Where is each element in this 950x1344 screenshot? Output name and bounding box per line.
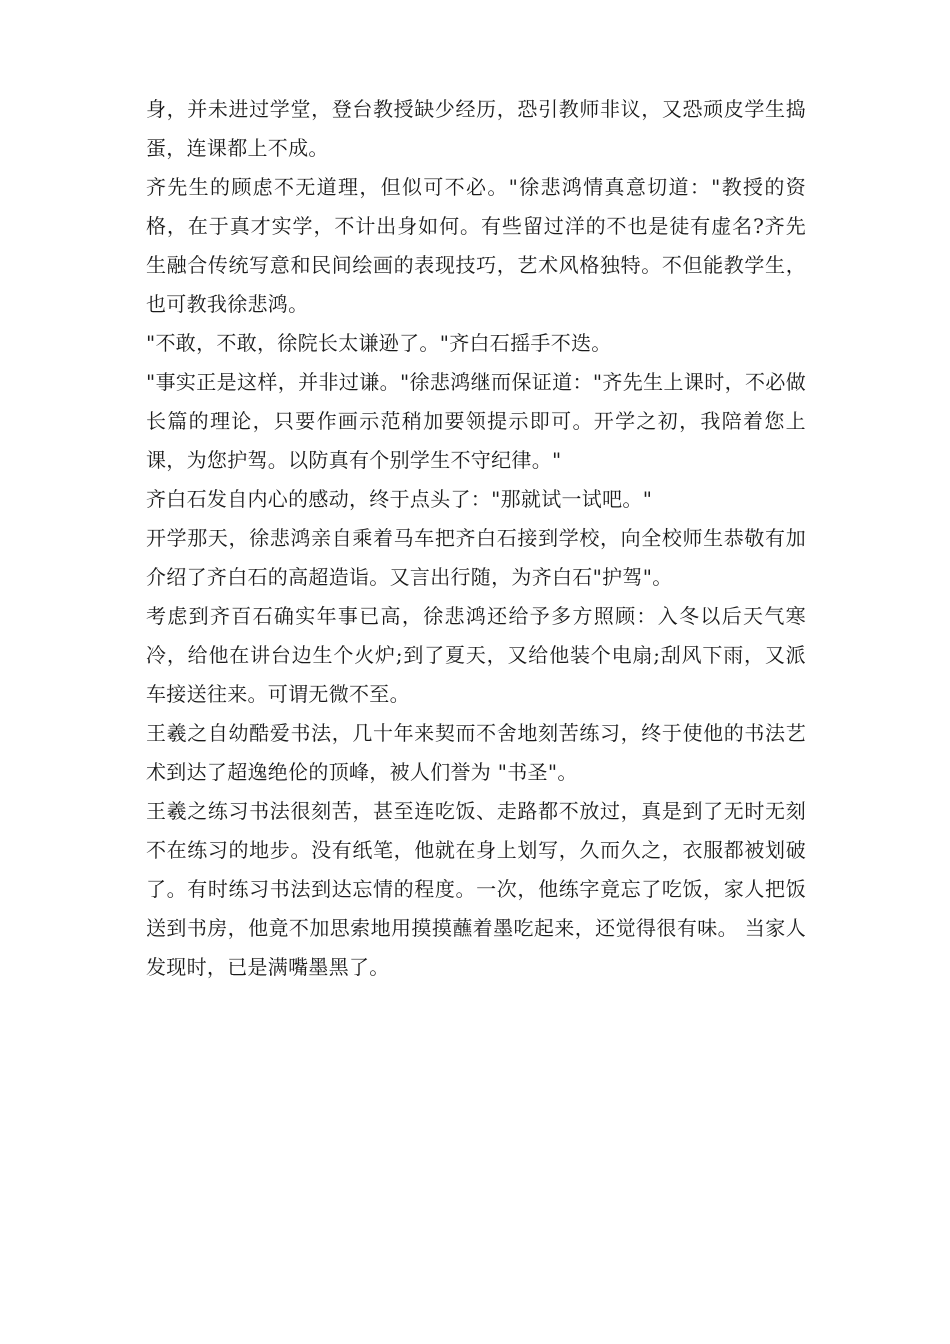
paragraph-6: 开学那天，徐悲鸿亲自乘着马车把齐白石接到学校，向全校师生恭敬有加介绍了齐白石的高超造诣。又言出行随，为齐白石"护驾"。 <box>146 526 806 589</box>
paragraph-2: 齐先生的顾虑不无道理，但似可不必。"徐悲鸿情真意切道："教授的资格，在于真才实学，不计出身如何。有些留过洋的不也是徒有虚名?齐先生融合传统写意和民间绘画的表现技巧，艺术风格独特。不但能教学生，也可教我徐悲鸿。 <box>146 175 806 316</box>
paragraph-5: 齐白石发自内心的感动，终于点头了："那就试一试吧。" <box>146 487 653 511</box>
paragraph-7: 考虑到齐百石确实年事已高，徐悲鸿还给予多方照顾：入冬以后天气寒冷，给他在讲台边生个火炉;到了夏天，又给他装个电扇;刮风下雨，又派车接送往来。可谓无微不至。 <box>146 604 806 706</box>
paragraph-4: "事实正是这样，并非过谦。"徐悲鸿继而保证道："齐先生上课时，不必做长篇的理论，只要作画示范稍加要领提示即可。开学之初，我陪着您上课，为您护驾。以防真有个别学生不守纪律。" <box>146 370 806 472</box>
document-body <box>146 90 806 987</box>
paragraph-3: "不敢，不敢，徐院长太谦逊了。"齐白石摇手不迭。 <box>146 331 612 355</box>
paragraph-8: 王羲之自幼酷爱书法，几十年来契而不舍地刻苦练习，终于使他的书法艺术到达了超逸绝伦的顶峰，被人们誉为 "书圣"。 <box>146 721 806 784</box>
paragraph-9: 王羲之练习书法很刻苦，甚至连吃饭、走路都不放过，真是到了无时无刻不在练习的地步。没有纸笔，他就在身上划写，久而久之，衣服都被划破了。有时练习书法到达忘情的程度。一次，他练字竟忘了吃饭，家人把饭送到书房，他竟不加思索地用摸摸蘸着墨吃起来，还觉得很有味。 当家人发现时，已是满嘴墨黑了。 <box>146 799 806 979</box>
paragraph-1: 身，并未进过学堂，登台教授缺少经历，恐引教师非议，又恐顽皮学生捣蛋，连课都上不成。 <box>146 97 806 160</box>
